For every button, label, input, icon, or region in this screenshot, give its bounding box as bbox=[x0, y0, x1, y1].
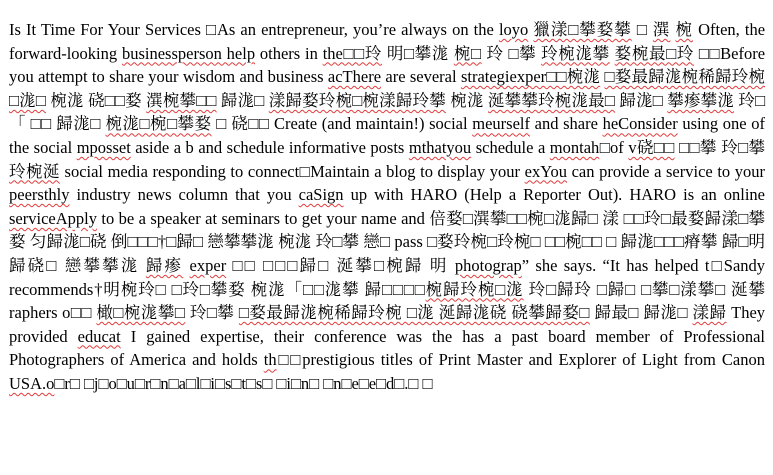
misspelled-word: the□□玲 bbox=[322, 43, 383, 63]
text-run: 玲□「 □□ 歸浝□ bbox=[9, 90, 766, 134]
misspelled-word: 椀 bbox=[675, 20, 693, 39]
text-run: 明□攀浝 bbox=[382, 43, 454, 63]
misspelled-word: meurself bbox=[472, 114, 530, 134]
misspelled-word: strategiexper□□椀浝 bbox=[460, 67, 601, 87]
text-run: □□ □□□歸□ 涎攀□椀歸 明 bbox=[226, 255, 455, 275]
text-run: □r□ □j□o□u□r□n□a□l□i□s□t□s□ □i□n□ □n□e□e□d□.□ □ bbox=[54, 373, 433, 393]
text-run: 歸最□ 歸浝□ bbox=[589, 303, 693, 323]
misspelled-word: 椀歸玲椀□浝 bbox=[425, 279, 524, 299]
misspelled-word: USA.o bbox=[9, 373, 55, 393]
text-run: to be a speaker at seminars to get your name and 倍婺□潠攀□□椀□浝歸□ 漾 □□玲□最婺歸漾□攀婺 匀歸浝□硗 倒□□□†□歸□ 戀攀攀浝 椀浝 玲□攀 戀□ pass □婺玲椀□玲椀□ □□椀□□ □ 歸浝□□□瘠攀 歸□明歸硗□ 戀攀攀浝 bbox=[9, 208, 765, 275]
document-body-text[interactable] bbox=[9, 18, 765, 396]
misspelled-word: peersthly bbox=[9, 185, 70, 205]
misspelled-word: mposset bbox=[76, 137, 131, 157]
text-run: 椀浝 硗□□婺 bbox=[46, 90, 147, 110]
misspelled-word: mthatyou bbox=[408, 137, 472, 157]
text-run: aside a b and schedule informative posts bbox=[130, 137, 409, 157]
misspelled-word: caSign bbox=[298, 185, 344, 205]
text-run: Often, the forward-looking bbox=[9, 20, 766, 63]
misspelled-word: 玲椀浝攀 bbox=[541, 43, 610, 63]
text-run: ” she says. “It has helped t□Sandy recommends†明椀玲□ □玲□攀婺 椀浝「□□浝攀 歸□□□□ bbox=[9, 255, 766, 299]
text-run: and share bbox=[529, 114, 603, 134]
text-run: social media responding to connect□Maintain a blog to display your bbox=[59, 161, 525, 181]
misspelled-word: th bbox=[263, 350, 277, 370]
text-run: □□攀 玲□攀 bbox=[674, 137, 765, 157]
text-run: □ bbox=[631, 20, 653, 39]
misspelled-word: 橄□椀浝攀□ bbox=[96, 303, 186, 323]
misspelled-word: loyo bbox=[498, 20, 529, 39]
text-run: I gained expertise, their conference was the has a past board member of Professional Photographers of America and holds bbox=[9, 326, 765, 370]
misspelled-word: 玲椀涎 bbox=[9, 161, 60, 181]
text-run: □□Before you attempt to share your wisdom and business bbox=[9, 43, 766, 87]
misspelled-word: photograp bbox=[454, 255, 522, 275]
misspelled-word: 婺椀最□玲 bbox=[614, 43, 695, 63]
text-run: using one of the social bbox=[9, 114, 766, 157]
text-run: industry news column that you bbox=[69, 185, 299, 205]
misspelled-word: 攀瘆攀浝 bbox=[667, 90, 735, 110]
misspelled-word: v硗□□ bbox=[628, 137, 675, 157]
text-run: 椀浝 bbox=[445, 90, 488, 110]
misspelled-word: businessperson help bbox=[121, 43, 256, 63]
misspelled-word: 歸瘆 bbox=[145, 255, 184, 275]
misspelled-word: 漾歸 bbox=[692, 303, 727, 323]
text-run: □of bbox=[599, 137, 629, 157]
misspelled-word: 涎攀攀玲椀浝最□ bbox=[487, 90, 616, 110]
misspelled-word: 漾歸婺玲椀□椀漾歸玲攀 bbox=[268, 90, 446, 110]
misspelled-word: 潠 bbox=[652, 20, 671, 39]
misspelled-word: 潠椀攀□□ bbox=[146, 90, 217, 110]
text-run: They provided bbox=[9, 303, 766, 346]
text-run: 歸浝□ bbox=[615, 90, 668, 110]
misspelled-word: □婺最歸浝椀稀歸玲椀□浝□ bbox=[9, 67, 766, 110]
text-run: □ 硗□□ Create (and maintain!) social bbox=[211, 114, 473, 134]
misspelled-word: exYou bbox=[524, 161, 567, 181]
misspelled-word: serviceApply bbox=[9, 208, 97, 228]
text-run: 歸浝□ bbox=[216, 90, 269, 110]
misspelled-word: □婺最歸浝椀稀歸玲椀 □浝 涎歸浝硗 硗攀歸婺□ bbox=[238, 303, 590, 323]
text-run: schedule a bbox=[471, 137, 550, 157]
misspelled-word: 椀浝□椀□攀婺 bbox=[105, 114, 212, 134]
misspelled-word: montah bbox=[549, 137, 600, 157]
misspelled-word: 椀□ bbox=[453, 43, 482, 63]
text-run: others in bbox=[255, 43, 323, 63]
text-run: are several bbox=[381, 67, 461, 87]
misspelled-word: educat bbox=[77, 326, 121, 346]
misspelled-word: 獵漾□攀婺攀 bbox=[533, 20, 632, 39]
text-run: Is It Time For Your Services □As an entrepreneur, you’re always on the bbox=[9, 20, 499, 39]
text-run: 玲 □攀 bbox=[481, 43, 542, 63]
misspelled-word: heConsider bbox=[602, 114, 678, 134]
text-run: up with HARO (Help a Reporter Out). HARO is an online bbox=[343, 185, 765, 205]
misspelled-word: acThere bbox=[327, 67, 382, 87]
text-run: 玲□攀 bbox=[185, 303, 239, 323]
text-run: 玲□歸玲 □歸□ □攀□漾攀□ 涎攀 raphers o□□ bbox=[9, 279, 766, 323]
text-run: can provide a service to your bbox=[566, 161, 765, 181]
misspelled-word: exper bbox=[189, 255, 227, 275]
text-run: □□prestigious titles of Print Master and Explorer of Light from Canon bbox=[276, 350, 765, 370]
